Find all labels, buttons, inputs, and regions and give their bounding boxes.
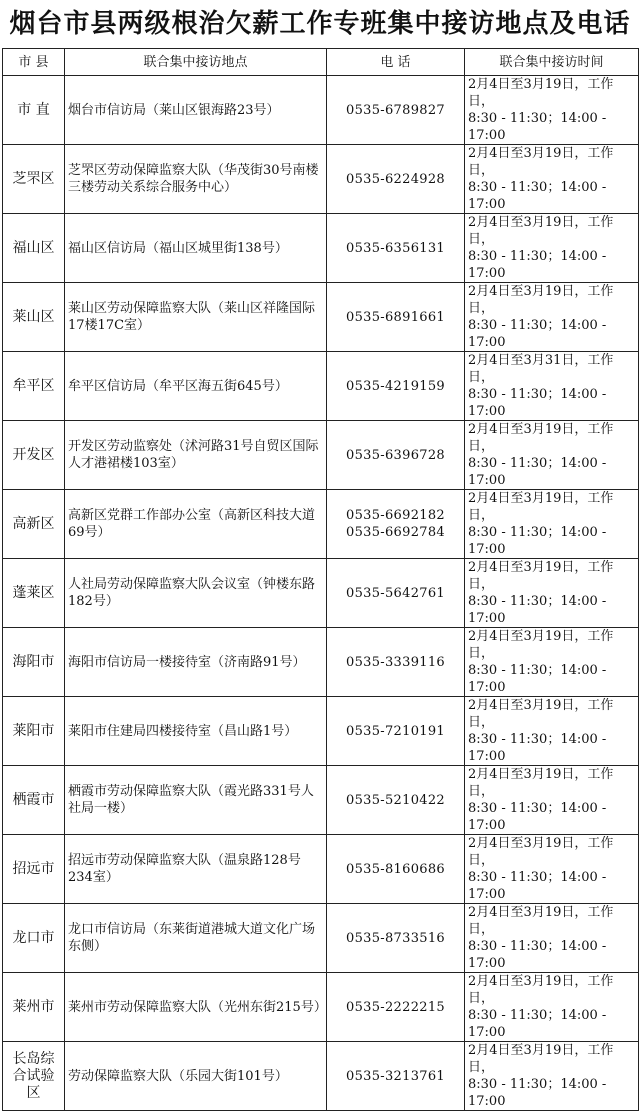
time-cell <box>465 214 639 283</box>
table-header-row <box>3 49 639 76</box>
address-cell: 牟平区信访局（牟平区海五街645号） <box>65 352 327 421</box>
phone-number: 0535-6356131 <box>346 240 445 256</box>
phone-number: 0535-6891661 <box>346 309 445 325</box>
table-row <box>3 421 639 490</box>
phone-cell <box>327 145 465 214</box>
time-cell <box>465 835 639 904</box>
table-row <box>3 76 639 145</box>
time-hours: 8:30 - 11:30；14:00 - 17:00 <box>468 180 607 212</box>
phone-cell <box>327 697 465 766</box>
phone-number: 0535-5210422 <box>346 792 445 808</box>
time-cell <box>465 628 639 697</box>
phone-number: 0535-7210191 <box>346 723 445 739</box>
city-cell: 招远市 <box>3 835 65 904</box>
address-cell: 烟台市信访局（莱山区银海路23号） <box>65 76 327 145</box>
time-cell <box>465 352 639 421</box>
time-hours: 8:30 - 11:30；14:00 - 17:00 <box>468 732 607 764</box>
address-cell: 福山区信访局（福山区城里街138号） <box>65 214 327 283</box>
phone-cell <box>327 214 465 283</box>
table-row <box>3 904 639 973</box>
phone-number: 0535-6396728 <box>346 447 445 463</box>
table-row <box>3 973 639 1042</box>
table-row <box>3 490 639 559</box>
header-phone: 电 话 <box>327 49 465 76</box>
table-row <box>3 628 639 697</box>
time-cell <box>465 421 639 490</box>
time-cell <box>465 559 639 628</box>
city-cell: 龙口市 <box>3 904 65 973</box>
time-hours: 8:30 - 11:30；14:00 - 17:00 <box>468 456 607 488</box>
address-cell: 海阳市信访局一楼接待室（济南路91号） <box>65 628 327 697</box>
phone-cell <box>327 1042 465 1111</box>
page-title: 烟台市县两级根治欠薪工作专班集中接访地点及电话 <box>9 9 631 39</box>
phone-number: 0535-6789827 <box>346 102 445 118</box>
phone-number: 0535-6692182 <box>346 508 445 523</box>
phone-cell <box>327 76 465 145</box>
contact-table <box>2 48 639 1111</box>
time-cell <box>465 283 639 352</box>
phone-cell <box>327 973 465 1042</box>
address-cell: 芝罘区劳动保障监察大队（华茂街30号南楼三楼劳动关系综合服务中心） <box>65 145 327 214</box>
city-cell: 海阳市 <box>3 628 65 697</box>
address-cell: 人社局劳动保障监察大队会议室（钟楼东路182号） <box>65 559 327 628</box>
address-cell: 莱州市劳动保障监察大队（光州东街215号） <box>65 973 327 1042</box>
time-cell <box>465 145 639 214</box>
time-date-range: 2月4日至3月19日，工作日， <box>468 629 614 661</box>
city-cell: 蓬莱区 <box>3 559 65 628</box>
time-date-range: 2月4日至3月19日，工作日， <box>468 284 614 316</box>
phone-cell <box>327 835 465 904</box>
phone-cell <box>327 283 465 352</box>
time-hours: 8:30 - 11:30；14:00 - 17:00 <box>468 939 607 971</box>
phone-number-2: 0535-6692784 <box>346 525 445 540</box>
phone-cell <box>327 559 465 628</box>
table-row <box>3 352 639 421</box>
time-cell <box>465 76 639 145</box>
time-date-range: 2月4日至3月19日，工作日， <box>468 422 614 454</box>
city-cell: 长岛综合试验区 <box>3 1042 65 1111</box>
city-cell: 芝罘区 <box>3 145 65 214</box>
time-hours: 8:30 - 11:30；14:00 - 17:00 <box>468 663 607 695</box>
time-date-range: 2月4日至3月19日，工作日， <box>468 146 614 178</box>
table-row <box>3 145 639 214</box>
table-row <box>3 697 639 766</box>
time-hours: 8:30 - 11:30；14:00 - 17:00 <box>468 870 607 902</box>
time-cell <box>465 490 639 559</box>
phone-number: 0535-8160686 <box>346 861 445 877</box>
time-date-range: 2月4日至3月19日，工作日， <box>468 560 614 592</box>
time-date-range: 2月4日至3月19日，工作日， <box>468 215 614 247</box>
address-cell: 莱阳市住建局四楼接待室（昌山路1号） <box>65 697 327 766</box>
phone-number: 0535-6224928 <box>346 171 445 187</box>
time-hours: 8:30 - 11:30；14:00 - 17:00 <box>468 387 607 419</box>
time-hours: 8:30 - 11:30；14:00 - 17:00 <box>468 111 607 143</box>
city-cell: 福山区 <box>3 214 65 283</box>
table-row <box>3 766 639 835</box>
phone-cell <box>327 352 465 421</box>
time-cell <box>465 904 639 973</box>
time-hours: 8:30 - 11:30；14:00 - 17:00 <box>468 318 607 350</box>
city-cell: 开发区 <box>3 421 65 490</box>
city-cell: 牟平区 <box>3 352 65 421</box>
table-row <box>3 214 639 283</box>
phone-cell <box>327 904 465 973</box>
time-cell <box>465 1042 639 1111</box>
table-row <box>3 835 639 904</box>
phone-number: 0535-8733516 <box>346 930 445 946</box>
phone-number: 0535-3339116 <box>346 654 445 670</box>
phone-number: 0535-4219159 <box>346 378 445 394</box>
time-date-range: 2月4日至3月19日，工作日， <box>468 698 614 730</box>
city-cell: 市 直 <box>3 76 65 145</box>
address-cell: 劳动保障监察大队（乐园大街101号） <box>65 1042 327 1111</box>
phone-number: 0535-5642761 <box>346 585 445 601</box>
phone-cell <box>327 421 465 490</box>
header-time: 联合集中接访时间 <box>465 49 639 76</box>
phone-cell <box>327 490 465 559</box>
phone-number: 0535-3213761 <box>346 1068 445 1084</box>
time-hours: 8:30 - 11:30；14:00 - 17:00 <box>468 249 607 281</box>
time-hours: 8:30 - 11:30；14:00 - 17:00 <box>468 525 607 557</box>
phone-number: 0535-2222215 <box>346 999 445 1015</box>
time-cell <box>465 697 639 766</box>
time-cell <box>465 973 639 1042</box>
address-cell: 莱山区劳动保障监察大队（莱山区祥隆国际17楼17C室） <box>65 283 327 352</box>
address-cell: 开发区劳动监察处（沭河路31号自贸区国际人才港裙楼103室） <box>65 421 327 490</box>
header-city: 市 县 <box>3 49 65 76</box>
time-date-range: 2月4日至3月19日，工作日， <box>468 77 614 109</box>
time-hours: 8:30 - 11:30；14:00 - 17:00 <box>468 801 607 833</box>
city-cell: 莱州市 <box>3 973 65 1042</box>
time-hours: 8:30 - 11:30；14:00 - 17:00 <box>468 1077 607 1109</box>
time-date-range: 2月4日至3月19日，工作日， <box>468 491 614 523</box>
city-cell: 莱阳市 <box>3 697 65 766</box>
city-cell: 高新区 <box>3 490 65 559</box>
time-date-range: 2月4日至3月19日，工作日， <box>468 836 614 868</box>
time-date-range: 2月4日至3月19日，工作日， <box>468 767 614 799</box>
time-date-range: 2月4日至3月19日，工作日， <box>468 905 614 937</box>
address-cell: 龙口市信访局（东莱街道港城大道文化广场东侧） <box>65 904 327 973</box>
city-cell: 莱山区 <box>3 283 65 352</box>
address-cell: 招远市劳动保障监察大队（温泉路128号234室） <box>65 835 327 904</box>
table-row <box>3 559 639 628</box>
time-hours: 8:30 - 11:30；14:00 - 17:00 <box>468 1008 607 1040</box>
phone-cell <box>327 766 465 835</box>
address-cell: 高新区党群工作部办公室（高新区科技大道69号） <box>65 490 327 559</box>
header-address: 联合集中接访地点 <box>65 49 327 76</box>
city-cell: 栖霞市 <box>3 766 65 835</box>
time-cell <box>465 766 639 835</box>
address-cell: 栖霞市劳动保障监察大队（霞光路331号人社局一楼） <box>65 766 327 835</box>
time-date-range: 2月4日至3月31日，工作日， <box>468 353 614 385</box>
time-date-range: 2月4日至3月19日，工作日， <box>468 1043 614 1075</box>
time-date-range: 2月4日至3月19日，工作日， <box>468 974 614 1006</box>
time-hours: 8:30 - 11:30；14:00 - 17:00 <box>468 594 607 626</box>
phone-cell <box>327 628 465 697</box>
table-row <box>3 1042 639 1111</box>
table-row <box>3 283 639 352</box>
